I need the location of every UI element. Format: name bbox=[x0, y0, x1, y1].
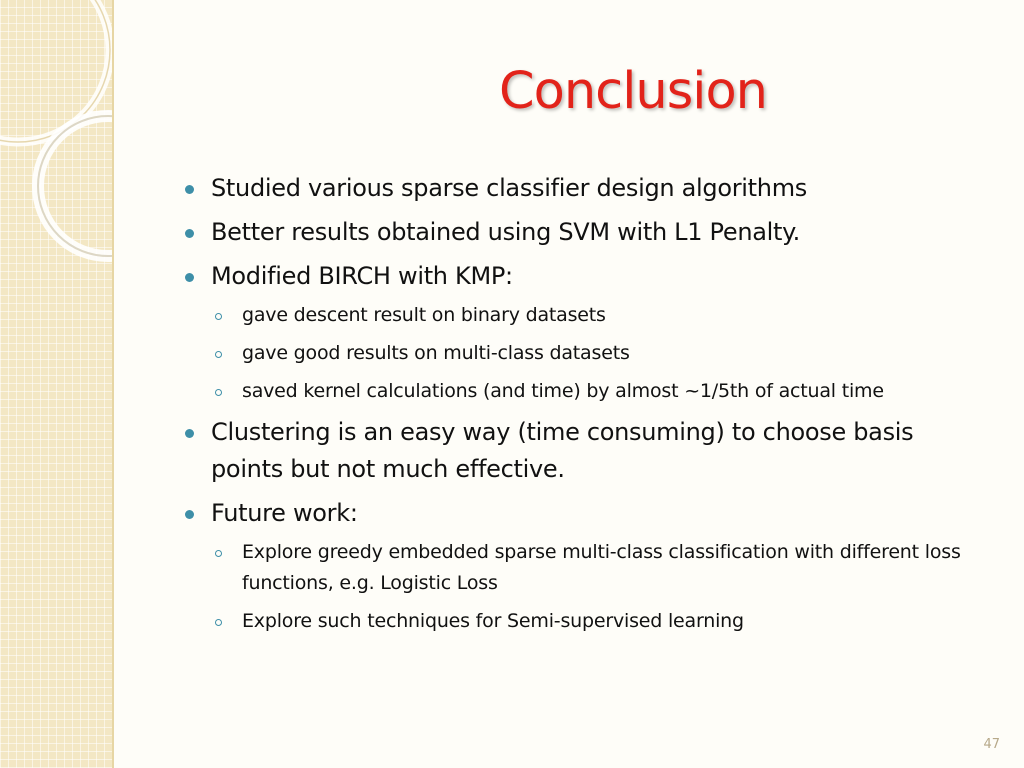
bullet-text: Modified BIRCH with KMP: bbox=[211, 262, 513, 290]
bullet-icon bbox=[185, 429, 194, 438]
sub-bullet-item bbox=[211, 300, 982, 331]
bullet-icon bbox=[185, 273, 194, 282]
bullet-item bbox=[182, 495, 982, 637]
bullet-text: Clustering is an easy way (time consuming) to choose basis points but not much effective. bbox=[211, 418, 914, 483]
bullet-icon bbox=[185, 185, 194, 194]
slide-content bbox=[182, 170, 982, 644]
bullet-list bbox=[182, 170, 982, 637]
bullet-item bbox=[182, 258, 982, 407]
decorative-sidebar bbox=[0, 0, 114, 768]
bullet-icon bbox=[185, 510, 194, 519]
sub-bullet-text: Explore greedy embedded sparse multi-class classification with different loss functions, e.g. Logistic Loss bbox=[242, 541, 961, 594]
sub-bullet-icon bbox=[215, 550, 222, 557]
sub-bullet-icon bbox=[215, 351, 222, 358]
bullet-item bbox=[182, 170, 982, 207]
page-number: 47 bbox=[983, 737, 1000, 752]
slide-title: Conclusion bbox=[499, 62, 767, 121]
sub-bullet-item bbox=[211, 537, 982, 599]
sub-bullet-icon bbox=[215, 619, 222, 626]
bullet-text: Future work: bbox=[211, 499, 358, 527]
sub-bullet-text: gave descent result on binary datasets bbox=[242, 304, 606, 326]
bullet-text: Studied various sparse classifier design algorithms bbox=[211, 174, 807, 202]
bullet-icon bbox=[185, 229, 194, 238]
sub-bullet-icon bbox=[215, 313, 222, 320]
sub-bullet-icon bbox=[215, 389, 222, 396]
sub-bullet-list bbox=[211, 537, 982, 637]
sub-bullet-text: gave good results on multi-class datasets bbox=[242, 342, 630, 364]
bullet-item bbox=[182, 414, 982, 488]
decorative-circles-graphic bbox=[0, 0, 112, 768]
sub-bullet-item bbox=[211, 606, 982, 637]
sub-bullet-item bbox=[211, 338, 982, 369]
sub-bullet-item bbox=[211, 376, 982, 407]
bullet-item bbox=[182, 214, 982, 251]
sub-bullet-list bbox=[211, 300, 982, 407]
sub-bullet-text: Explore such techniques for Semi-supervised learning bbox=[242, 610, 744, 632]
sub-bullet-text: saved kernel calculations (and time) by almost ~1/5th of actual time bbox=[242, 380, 884, 402]
bullet-text: Better results obtained using SVM with L1 Penalty. bbox=[211, 218, 800, 246]
